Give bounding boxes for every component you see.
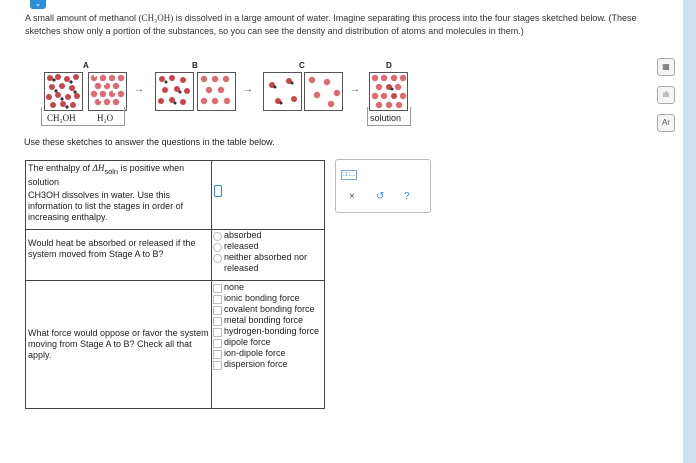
option-label: absorbed [224,230,262,240]
stage-letter-c: C [299,61,305,70]
help-button[interactable]: ? [404,191,410,202]
question-table [25,160,325,409]
option-label: dipole force [224,337,271,347]
q3-option-metal[interactable] [212,315,324,326]
option-label: none [224,282,245,292]
option-label: covalent bonding force [224,304,315,314]
q3-option-none[interactable] [212,282,324,293]
intro-text-2: is dissolved in a large amount of water. Imagine separating this process into the four stages sketched below. (These sketches show only a portion of the substances, so you can see the density and distribution of atoms and molecules in them.) [25,13,637,36]
sketch-stage-c-water [304,72,343,111]
question-intro [25,12,640,38]
q1-subscript: soln [104,166,119,176]
checkbox-ion-dipole[interactable] [213,350,222,359]
option-label: hydrogen-bonding force [224,326,320,336]
scrollbar[interactable] [683,0,696,463]
stage-c-methanol-illustration [264,73,301,110]
order-input[interactable] [214,185,222,197]
checkbox-none[interactable] [213,284,222,293]
table-row [26,230,325,281]
answer-tools-panel [335,159,431,213]
intro-formula: (CH₃OH) [138,13,174,23]
q3-option-ion-dipole[interactable] [212,348,324,359]
instructions: Use these sketches to answer the questions in the table below. [24,137,275,147]
radio-absorbed[interactable] [213,232,222,241]
q3-option-hydrogen[interactable] [212,326,324,337]
q2-text [26,230,212,281]
sketch-methanol [44,72,83,111]
chevron-down-icon: ⌄ [34,0,42,8]
option-label: ionic bonding force [224,293,300,303]
calculator-icon[interactable]: ▦ [657,58,675,76]
label-water: H₂O [97,113,114,123]
arrow-c-d: → [350,84,360,95]
tool-sidebar [654,56,676,138]
table-row [26,161,325,230]
checkbox-metal[interactable] [213,317,222,326]
q1-part-a: The enthalpy of [28,163,93,173]
q1-part-b: is positive when [118,163,185,173]
q3-question: What force would oppose or favor the system moving from Stage A to B? Check all that apply. [28,328,209,360]
option-label: released [224,241,259,251]
arrow-a-b: → [134,84,144,95]
stage-letter-b: B [192,61,198,70]
sketch-stage-b-water [197,72,236,111]
checkbox-dipole[interactable] [213,339,222,348]
q1-part-c: solution [28,176,60,187]
option-label: dispersion force [224,359,288,369]
arrow-b-c: → [243,84,253,95]
q2-option-absorbed[interactable] [212,230,324,241]
label-solution: solution [370,113,402,123]
periodic-table-icon[interactable]: Ar [657,114,675,132]
clear-button[interactable]: × [349,191,355,202]
q2-answer [212,230,325,281]
stage-b-methanol-illustration [156,73,193,110]
option-label: metal bonding force [224,315,304,325]
stage-c-water-illustration [305,73,342,110]
q3-option-covalent[interactable] [212,304,324,315]
option-label: ion-dipole force [224,348,286,358]
q1-text [26,161,212,230]
checkbox-dispersion[interactable] [213,361,222,370]
q1-symbol: ΔH [92,163,105,173]
q1-line1 [28,163,209,177]
radio-neither[interactable] [213,254,222,263]
stage-letter-d: D [386,61,392,70]
collapse-toggle[interactable] [30,0,46,9]
stage-letter-a: A [83,61,89,70]
q1-answer [212,161,325,230]
solution-illustration [370,73,407,110]
methanol-molecules-illustration [45,73,82,110]
radio-released[interactable] [213,243,222,252]
q2-question: Would heat be absorbed or released if the system moved from Stage A to B? [28,238,196,259]
sketch-water [88,72,127,111]
sketch-stage-b-methanol [155,72,194,111]
q3-answer [212,281,325,409]
q1-part-d: CH3OH dissolves in water. Use this information to list the stages in order of increasing enthalpy. [28,189,184,222]
intro-text-1: A small amount of methanol [25,13,139,23]
checkbox-covalent[interactable] [213,306,222,315]
sketch-solution [369,72,408,111]
table-row [26,281,325,409]
q2-option-neither[interactable] [212,252,324,274]
q3-text [26,281,212,409]
checkbox-ionic[interactable] [213,295,222,304]
checkbox-hydrogen[interactable] [213,328,222,337]
template-icon[interactable]: □□... [342,172,356,178]
undo-button[interactable]: ↺ [376,191,385,202]
water-molecules-illustration [89,73,126,110]
q2-option-released[interactable] [212,241,324,252]
bar-chart-icon[interactable]: ılı [657,86,675,104]
label-methanol: CH₃OH [47,113,76,123]
stage-b-water-illustration [198,73,235,110]
q3-option-dispersion[interactable] [212,359,324,370]
q3-option-dipole[interactable] [212,337,324,348]
q3-option-ionic[interactable] [212,293,324,304]
sketch-stage-c-methanol [263,72,302,111]
option-label: neither absorbed nor released [224,252,308,273]
